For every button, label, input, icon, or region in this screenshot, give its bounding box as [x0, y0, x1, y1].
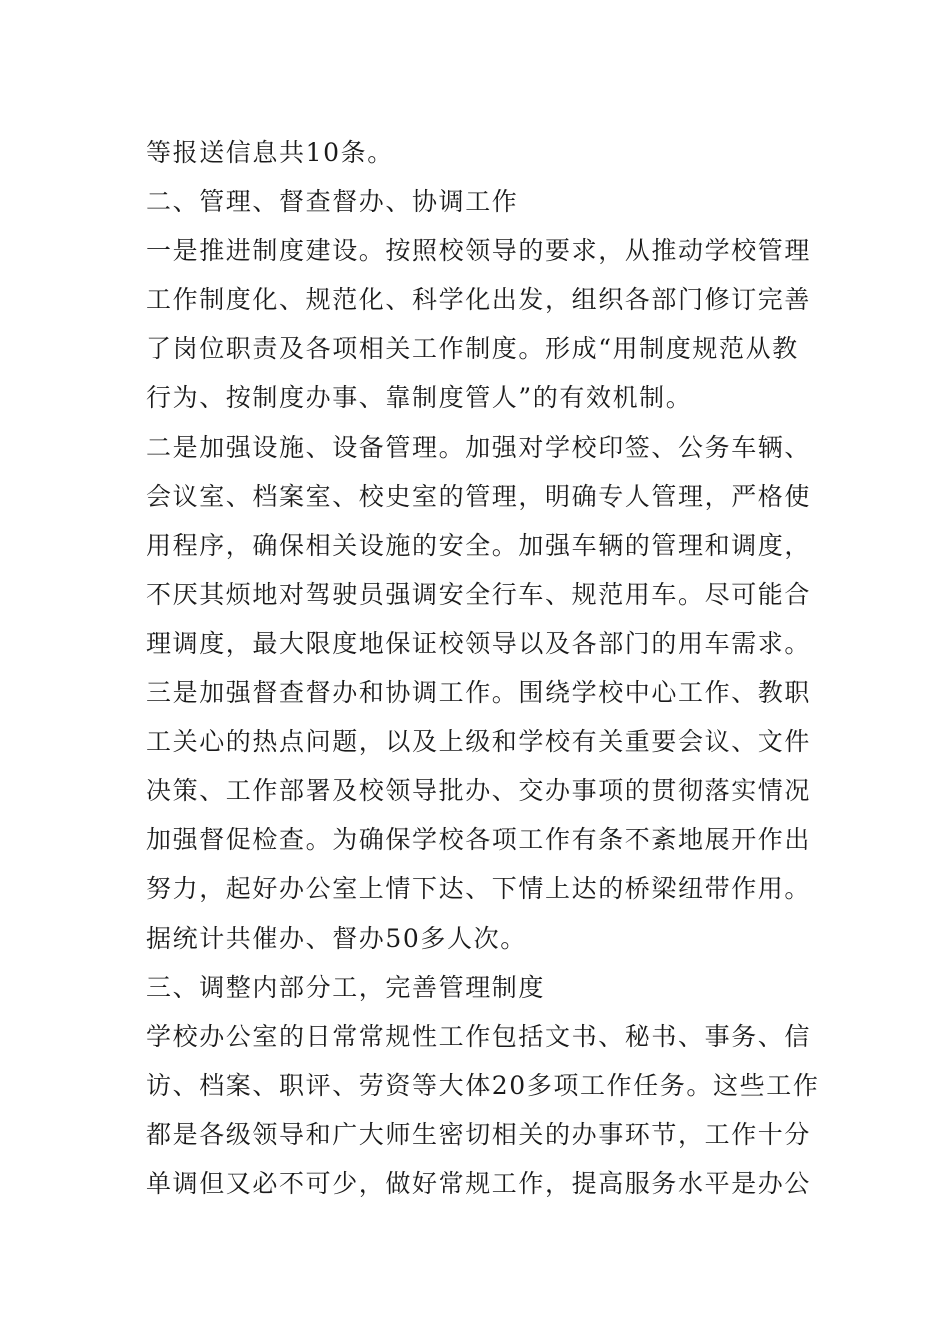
text-line: 会议室、档案室、校史室的管理，明确专人管理，严格使 — [146, 481, 812, 511]
text-line: 访、档案、职评、劳资等大体20多项工作任务。这些工作 — [146, 1070, 820, 1100]
text-line: 一是推进制度建设。按照校领导的要求，从推动学校管理 — [146, 236, 812, 266]
text-line: 都是各级领导和广大师生密切相关的办事环节，工作十分 — [146, 1119, 812, 1149]
text-line: 据统计共催办、督办50多人次。 — [146, 923, 527, 953]
text-line: 理调度，最大限度地保证校领导以及各部门的用车需求。 — [146, 628, 812, 658]
document-body — [146, 128, 820, 1208]
text-line: 加强督促检查。为确保学校各项工作有条不紊地展开作出 — [146, 825, 812, 855]
text-line: 了岗位职责及各项相关工作制度。形成“用制度规范从教 — [146, 334, 799, 364]
text-line: 用程序，确保相关设施的安全。加强车辆的管理和调度， — [146, 530, 812, 560]
text-line: 二是加强设施、设备管理。加强对学校印签、公务车辆、 — [146, 432, 812, 462]
text-line: 等报送信息共10条。 — [146, 138, 394, 167]
text-line: 努力，起好办公室上情下达、下情上达的桥梁纽带作用。 — [146, 874, 812, 904]
text-line: 工作制度化、规范化、科学化出发，组织各部门修订完善 — [146, 285, 812, 315]
text-line: 工关心的热点问题，以及上级和学校有关重要会议、文件 — [146, 727, 812, 757]
section-heading: 三、调整内部分工，完善管理制度 — [146, 972, 546, 1002]
text-line: 不厌其烦地对驾驶员强调安全行车、规范用车。尽可能合 — [146, 579, 812, 609]
text-line: 学校办公室的日常常规性工作包括文书、秘书、事务、信 — [146, 1021, 812, 1051]
text-line: 行为、按制度办事、靠制度管人”的有效机制。 — [146, 383, 693, 413]
section-heading: 二、管理、督查督办、协调工作 — [146, 187, 519, 217]
text-line: 决策、工作部署及校领导批办、交办事项的贯彻落实情况 — [146, 776, 812, 806]
text-line: 三是加强督查督办和协调工作。围绕学校中心工作、教职 — [146, 678, 812, 708]
text-line: 单调但又必不可少，做好常规工作，提高服务水平是办公 — [146, 1168, 812, 1198]
